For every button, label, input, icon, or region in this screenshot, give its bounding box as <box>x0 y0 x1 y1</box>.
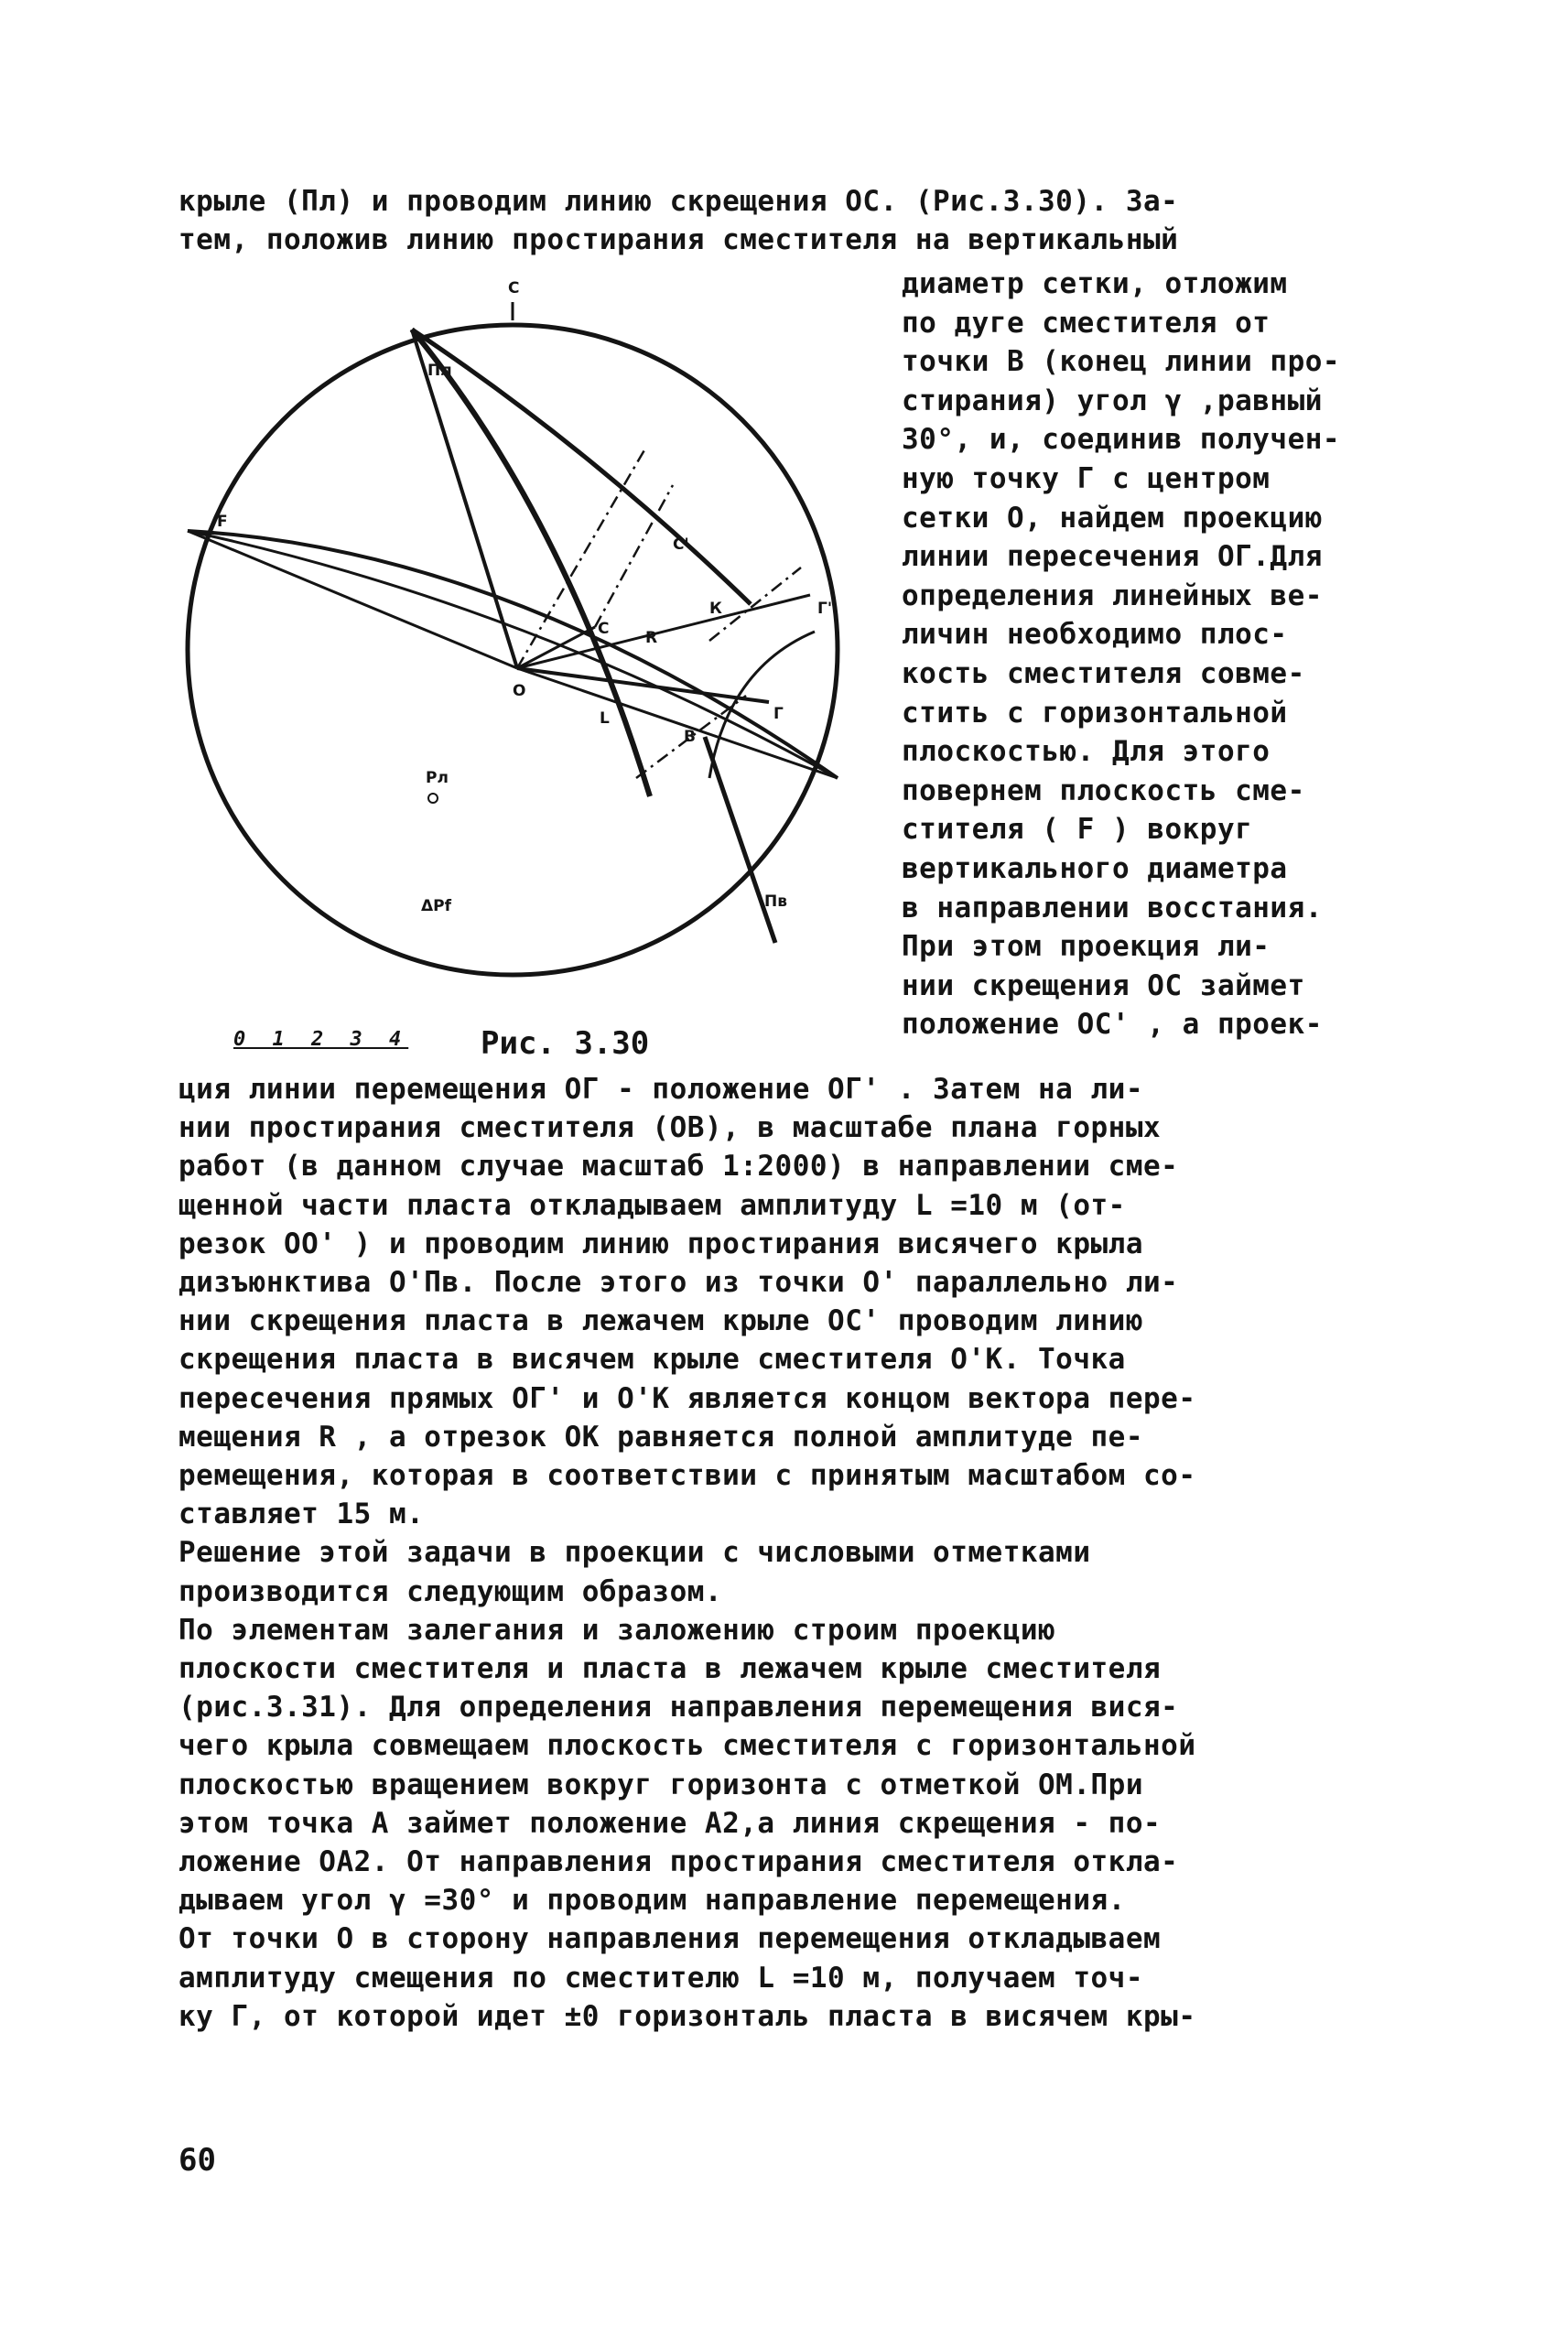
pole-marker <box>428 794 438 803</box>
text-line: По элементам залегания и заложению строим проекцию <box>178 1613 1056 1647</box>
figure-caption: Рис. 3.30 <box>481 1025 650 1062</box>
text-line: ложение ОА2. От направления простирания сместителя откла- <box>178 1845 1179 1878</box>
text-line: стителя ( F ) вокруг <box>902 813 1253 847</box>
line-of <box>188 531 517 668</box>
text-line: дываем угол γ =30° и проводим направление перемещения. <box>178 1884 1126 1918</box>
text-line: скрещения пласта в висячем крыле сместителя О'К. Точка <box>178 1343 1126 1377</box>
line-og-prime <box>517 595 810 668</box>
text-line: плоскостью вращением вокруг горизонта с отметкой ОМ.При <box>178 1768 1143 1801</box>
page-number: 60 <box>178 2142 216 2179</box>
label-g-prime: Г' <box>817 600 833 618</box>
text-line: ставляет 15 м. <box>178 1498 425 1531</box>
text-line: вертикального диаметра <box>902 852 1288 885</box>
text-line: положение ОС' , а проек- <box>902 1008 1323 1042</box>
text-line: работ (в данном случае масштаб 1:2000) в направлении сме- <box>178 1150 1179 1184</box>
arc-c-prime <box>412 330 751 604</box>
text-line: плоскостью. Для этого <box>902 735 1271 769</box>
text-line: сетки О, найдем проекцию <box>902 501 1323 535</box>
line-og <box>517 668 769 702</box>
label-o: О <box>513 682 526 700</box>
trace-pl <box>412 330 517 668</box>
label-pole1: Pл <box>426 769 449 787</box>
text-line: личин необходимо плос- <box>902 618 1288 652</box>
text-line: ция линии перемещения ОГ - положение ОГ' . Затем на ли- <box>178 1073 1143 1106</box>
text-line: дизъюнктива О'Пв. После этого из точки О' параллельно ли- <box>178 1266 1179 1299</box>
text-line: производится следующим образом. <box>178 1574 723 1608</box>
text-line: (рис.3.31). Для определения направления перемещения вися- <box>178 1691 1179 1725</box>
text-line: При этом проекция ли- <box>902 930 1271 964</box>
text-line: резок ОО' ) и проводим линию простирания висячего крыла <box>178 1227 1143 1260</box>
text-line: От точки О в сторону направления перемещения откладываем <box>178 1922 1162 1956</box>
label-f: F <box>217 513 228 531</box>
text-line: линии пересечения ОГ.Для <box>902 540 1323 574</box>
figure-labels <box>217 279 832 915</box>
label-c: С <box>598 620 610 638</box>
text-line: в направлении восстания. <box>902 891 1323 925</box>
text-line: щенной части пласта откладываем амплитуду L =10 м (от- <box>178 1188 1126 1222</box>
text-line: ремещения, которая в соответствии с принятым масштабом со- <box>178 1459 1196 1492</box>
label-pv: Пв <box>764 892 787 911</box>
trace-pv <box>705 737 775 943</box>
scale-bar: 0 1 2 3 4 <box>233 1028 409 1051</box>
text-line: кость сместителя совме- <box>902 657 1305 690</box>
text-line: ную точку Г с центром <box>902 462 1271 495</box>
label-l: L <box>600 709 610 728</box>
text-line: этом точка А займет положение А2,а линия скрещения - по- <box>178 1806 1162 1840</box>
text-line: мещения R , а отрезок ОК равняется полной амплитуде пе- <box>178 1420 1143 1454</box>
text-line: стить с горизонтальной <box>902 696 1288 730</box>
line-ob <box>517 668 838 778</box>
label-pole2: ΔPf <box>421 897 452 915</box>
label-north: С <box>508 279 520 297</box>
stereonet-figure <box>160 265 892 1053</box>
fault-arc <box>412 330 650 796</box>
dash-2 <box>595 485 673 627</box>
label-k: К <box>709 600 722 618</box>
text-line: амплитуду смещения по сместителю L =10 м, получаем точ- <box>178 1961 1143 1995</box>
text-line: пересечения прямых ОГ' и О'К является концом вектора пере- <box>178 1381 1196 1415</box>
text-line: нии скрещения пласта в лежачем крыле ОС' проводим линию <box>178 1304 1143 1338</box>
text-line: нии простирания сместителя (ОВ), в масштабе плана горных <box>178 1111 1162 1145</box>
text-line: нии скрещения ОС займет <box>902 968 1305 1002</box>
label-r: R <box>645 629 658 647</box>
text-line: диаметр сетки, отложим <box>902 267 1288 300</box>
stereonet-diagram <box>188 302 838 975</box>
label-pl: Пл <box>427 362 452 380</box>
text-line: ку Г, от которой идет ±0 горизонталь пласта в висячем кры- <box>178 1999 1196 2033</box>
text-line: 30°, и, соединив получен- <box>902 423 1341 457</box>
label-b: В <box>684 728 696 746</box>
text-line: крыле (Пл) и проводим линию скрещения ОС. (Рис.3.30). За- <box>178 185 1179 218</box>
text-line: точки В (конец линии про- <box>902 345 1341 379</box>
text-line: плоскости сместителя и пласта в лежачем крыле сместителя <box>178 1652 1162 1685</box>
text-line: Решение этой задачи в проекции с числовыми отметками <box>178 1536 1091 1570</box>
text-line: чего крыла совмещаем плоскость сместителя с горизонтальной <box>178 1729 1196 1763</box>
text-line: тем, положив линию простирания сместителя на вертикальный <box>178 223 1179 256</box>
label-c-prime: С' <box>673 535 689 554</box>
text-line: стирания) угол γ ,равный <box>902 384 1323 417</box>
text-line: по дуге сместителя от <box>902 306 1271 340</box>
text-line: повернем плоскость сме- <box>902 773 1305 807</box>
label-g: Г <box>773 705 784 723</box>
text-line: определения линейных ве- <box>902 579 1323 612</box>
